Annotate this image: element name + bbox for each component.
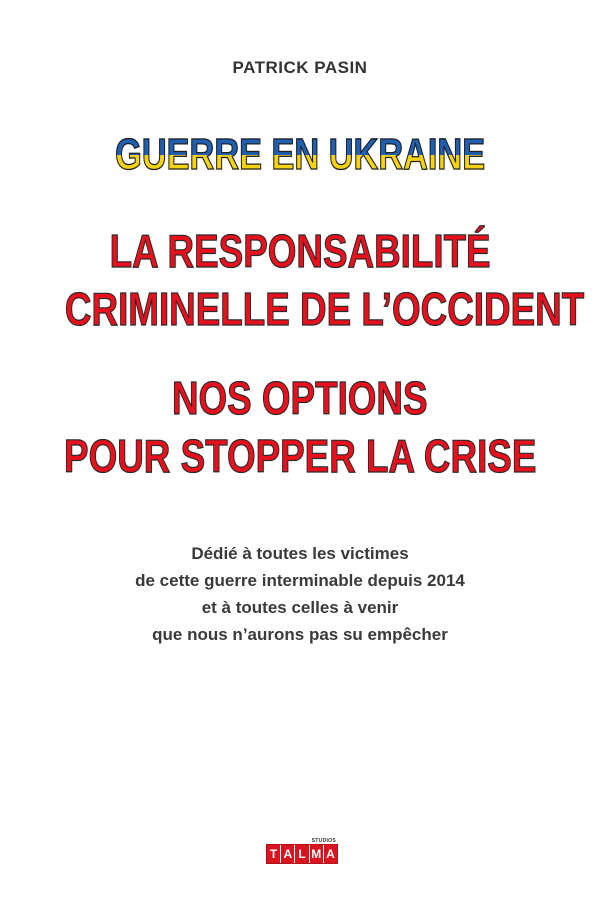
publisher-logo (266, 840, 338, 864)
title-line-options-text: NOS OPTIONS (172, 372, 428, 424)
dedication-line: et à toutes celles à venir (201, 598, 399, 617)
title-line-options (0, 372, 600, 424)
dedication-line: de cette guerre interminable depuis 2014 (135, 571, 465, 590)
logo-letter: M (310, 845, 324, 863)
title-ukraine-text: GUERRE EN UKRAINE (115, 130, 485, 179)
title-line-criminelle (0, 283, 600, 335)
title-ukraine (0, 130, 600, 179)
title-line-stopper (0, 430, 600, 482)
dedication-line: Dédié à toutes les victimes (191, 544, 409, 563)
dedication (0, 540, 600, 648)
dedication-line: que nous n’aurons pas su empêcher (152, 625, 448, 644)
logo-letter: T (267, 845, 281, 863)
logo-letter: L (295, 845, 309, 863)
title-line-responsabilite-text: LA RESPONSABILITÉ (109, 225, 491, 277)
title-line-responsabilite (0, 225, 600, 277)
logo-letter: A (324, 845, 337, 863)
publisher-logo-box (266, 844, 338, 864)
title-line-criminelle-text: CRIMINELLE DE L’OCCIDENT (64, 283, 585, 335)
author-name: PATRICK PASIN (232, 58, 368, 77)
logo-letter: A (281, 845, 295, 863)
title-line-stopper-text: POUR STOPPER LA CRISE (63, 430, 537, 482)
publisher-logo-studios: STUDIOS (311, 838, 336, 844)
